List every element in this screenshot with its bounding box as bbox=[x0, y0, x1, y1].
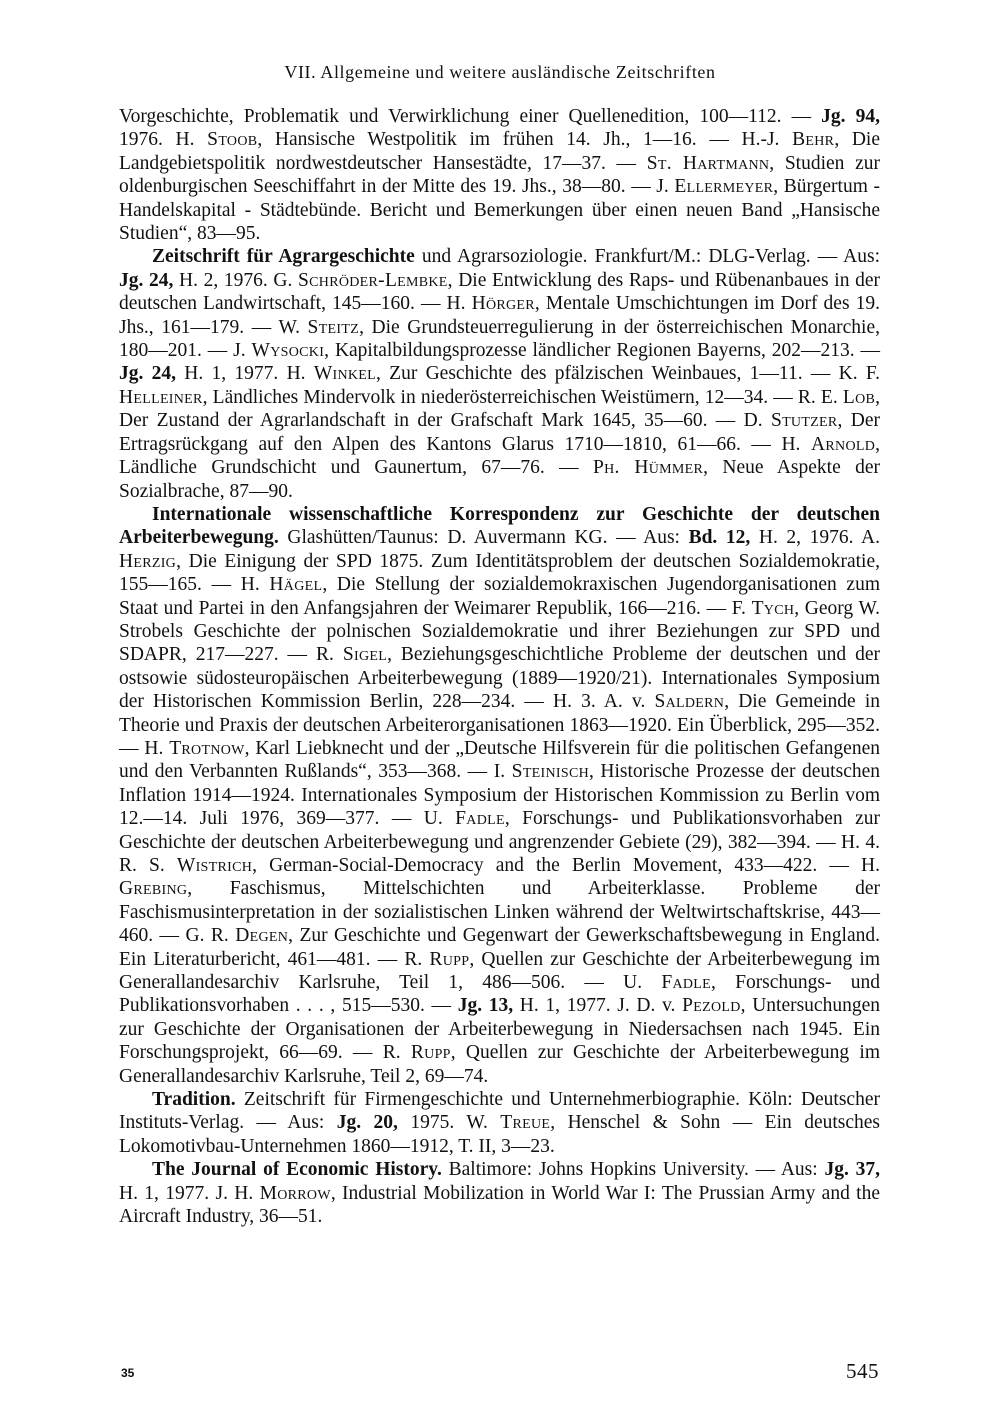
page-number: 545 bbox=[846, 1359, 879, 1383]
main-text bbox=[119, 105, 880, 1229]
paragraph-continuation: Vorgeschichte, Problematik und Verwirklichung einer Quellenedition, 100—112. — Jg. 94, 1976. H. Stoob, Hansische Westpolitik im frühen 14. Jh., 1—16. — H.-J. Behr, Die Landgebietspolitik nordwestdeutscher Hansestädte, 17—37. — St. Hartmann, Studien zur oldenburgischen Seeschiffahrt in der Mitte des 19. Jhs., 38—80. — J. Ellermeyer, Bürgertum - Handelskapital - Städtebünde. Bericht und Bemerkungen über einen neuen Band „Hansische Studien“, 83—95. bbox=[119, 106, 881, 245]
signature-mark: 35 bbox=[121, 1366, 135, 1380]
running-head: VII. Allgemeine und weitere ausländische Zeitschriften bbox=[284, 62, 716, 82]
entry-zeitschrift-fuer-agrargeschichte: Zeitschrift für Agrargeschichte und Agrarsoziologie. Frankfurt/M.: DLG-Verlag. — Aus: Jg. 24, H. 2, 1976. G. Schröder-Lembke, Die Entwicklung des Raps- und Rübenanbaues in der deutschen Landwirtschaft, 145—160. — H. Hörger, Mentale Umschichtungen im Dorf des 19. Jhs., 161—179. — W. Steitz, Die Grundsteuerregulierung in der österreichischen Monarchie, 180—201. — J. Wysocki, Kapitalbildungsprozesse ländlicher Regionen Bayerns, 202—213. — Jg. 24, H. 1, 1977. H. Winkel, Zur Geschichte des pfälzischen Weinbaues, 1—11. — K. F. Helleiner, Ländliches Mindervolk in niederösterreichischen Weistümern, 12—34. — R. E. Lob, Der Zustand der Agrarlandschaft in der Grafschaft Mark 1645, 35—60. — D. Stutzer, Der Ertragsrückgang auf den Alpen des Kantons Glarus 1710—1810, 61—66. — H. Arnold, Ländliche Grundschicht und Gaunertum, 67—76. — Ph. Hümmer, Neue Aspekte der Sozialbrache, 87—90. bbox=[119, 246, 881, 502]
entry-journal-of-economic-history: The Journal of Economic History. Baltimore: Johns Hopkins University. — Aus: Jg. 37, H. 1, 1977. J. H. Morrow, Industrial Mobilization in World War I: The Prussian Army and the Aircraft Industry, 36—51. bbox=[119, 1159, 881, 1228]
entry-internationale-korrespondenz: Internationale wissenschaftliche Korrespondenz zur Geschichte der deutschen Arbeiterbewegung. Glashütten/Taunus: D. Auvermann KG. — Aus: Bd. 12, H. 2, 1976. A. Herzig, Die Einigung der SPD 1875. Zum Identitätsproblem der deutschen Sozialdemokratie, 155—165. — H. Hägel, Die Stellung der sozialdemokraxischen Jugendorganisationen zum Staat und Partei in den Anfangsjahren der Weimarer Republik, 166—216. — F. Tych, Georg W. Strobels Geschichte der polnischen Sozialdemokratie und ihrer Beziehungen zur SPD und SDAPR, 217—227. — R. Sigel, Beziehungsgeschichtliche Probleme der deutschen und der ostsowie südosteuropäischen Arbeiterbewegung (1889—1920/21). Internationales Symposium der Historischen Kommission Berlin, 228—234. — H. 3. A. v. Saldern, Die Gemeinde in Theorie und Praxis der deutschen Arbeiterorganisationen 1863—1920. Ein Überblick, 295—352. — H. Trotnow, Karl Liebknecht und der „Deutsche Hilfsverein für die politischen Gefangenen und den Verbannten Rußlands“, 353—368. — I. Steinisch, Historische Prozesse der deutschen Inflation 1914—1924. Internationales Symposium der Historischen Kommission zu Berlin vom 12.—14. Juli 1976, 369—377. — U. Fadle, Forschungs- und Publikationsvorhaben zur Geschichte der deutschen Arbeiterbewegung und angrenzender Gebiete (29), 382—394. — H. 4. R. S. Wistrich, German-Social-Democracy and the Berlin Movement, 433—422. — H. Grebing, Faschismus, Mittelschichten und Arbeiterklasse. Probleme der Faschismusinterpretation in der sozialistischen Linken während der Weltwirtschaftskrise, 443—460. — G. R. Degen, Zur Geschichte und Gegenwart der Gewerkschaftsbewegung in England. Ein Literaturbericht, 461—481. — R. Rupp, Quellen zur Geschichte der Arbeiterbewegung im Generallandesarchiv Karlsruhe, Teil 1, 486—506. — U. Fadle, Forschungs- und Publikationsvorhaben . . . , 515—530. — Jg. 13, H. 1, 1977. J. D. v. Pezold, Untersuchungen zur Geschichte der Organisationen der Arbeiterbewegung in Niedersachsen nach 1945. Ein Forschungsprojekt, 66—69. — R. Rupp, Quellen zur Geschichte der Arbeiterbewegung im Generallandesarchiv Karlsruhe, Teil 2, 69—74. bbox=[119, 503, 881, 1087]
entry-tradition: Tradition. Zeitschrift für Firmengeschichte und Unternehmerbiographie. Köln: Deutscher Instituts-Verlag. — Aus: Jg. 20, 1975. W. Treue, Henschel & Sohn — Ein deutsches Lokomotivbau-Unternehmen 1860—1912, T. II, 3—23. bbox=[119, 1089, 881, 1157]
